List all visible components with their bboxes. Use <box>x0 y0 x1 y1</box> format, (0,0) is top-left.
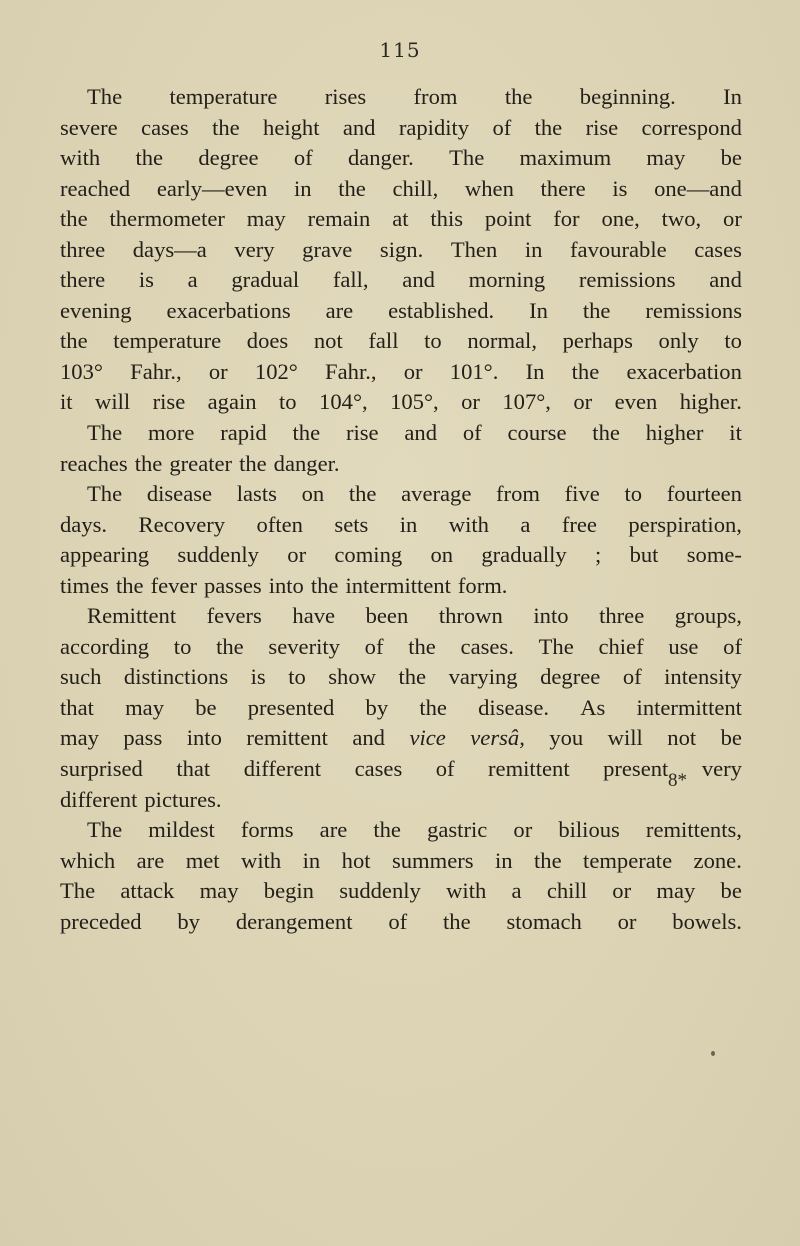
text-line: days. Recovery often sets in with a free perspiration, <box>60 511 742 537</box>
text-line: reaches the greater the danger. <box>60 450 340 476</box>
text-line: that may be presented by the disease. As intermittent <box>60 694 742 720</box>
text-line: such distinctions is to show the varying degree of intensity <box>60 664 742 690</box>
text-line: three days—a very grave sign. Then in favourable cases <box>60 236 742 262</box>
text-line: with the degree of danger. The maximum may be <box>60 145 742 171</box>
text-line: Remittent fevers have been thrown into three groups, <box>87 603 742 629</box>
text-line: may pass into remittent and vice versâ, you will not be <box>60 725 742 751</box>
signature-mark: 8* <box>668 770 687 791</box>
text-line: which are met with in hot summers in the temperate zone. <box>60 847 742 873</box>
text-line: the temperature does not fall to normal, perhaps only to <box>60 328 742 354</box>
text-line: evening exacerbations are established. In the remissions <box>60 297 742 323</box>
text-line: 103° Fahr., or 102° Fahr., or 101°. In the exacerbation <box>60 358 742 384</box>
page-number: 115 <box>379 38 421 62</box>
text-line: The attack may begin suddenly with a chill or may be <box>60 878 742 904</box>
text-line: The mildest forms are the gastric or bilious remittents, <box>87 817 742 843</box>
text-line: times the fever passes into the intermittent form. <box>60 572 508 598</box>
text-line: different pictures. <box>60 786 222 812</box>
text-line: preceded by derangement of the stomach or bowels. <box>60 908 742 934</box>
text-line: severe cases the height and rapidity of the rise correspond <box>60 114 742 140</box>
ink-speck <box>711 1051 715 1056</box>
text-line: surprised that different cases of remittent present very <box>60 756 742 782</box>
text-line: reached early—even in the chill, when there is one—and <box>60 175 742 201</box>
text-line: there is a gradual fall, and morning remissions and <box>60 267 742 293</box>
text-line: appearing suddenly or coming on gradually ; but some- <box>60 542 742 568</box>
text-line: The temperature rises from the beginning. In <box>87 84 742 109</box>
text-line: The disease lasts on the average from five to fourteen <box>87 481 742 507</box>
body-text <box>60 82 742 937</box>
text-line: it will rise again to 104°, 105°, or 107°, or even higher. <box>60 389 742 415</box>
text-line: The more rapid the rise and of course the higher it <box>87 420 742 446</box>
text-line: according to the severity of the cases. The chief use of <box>60 633 742 659</box>
text-line: the thermometer may remain at this point for one, two, or <box>60 206 742 232</box>
